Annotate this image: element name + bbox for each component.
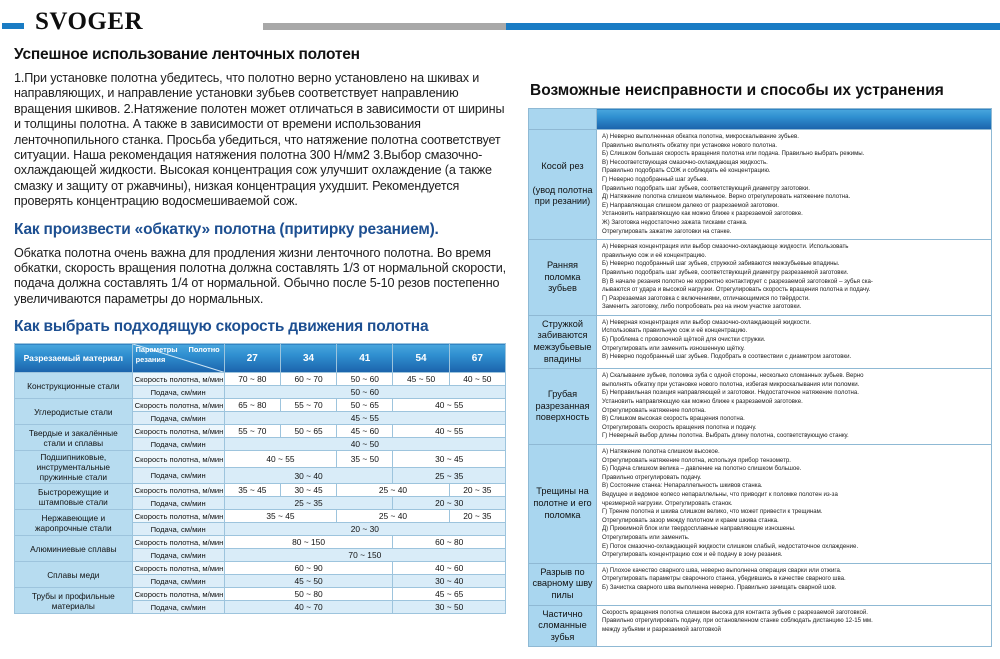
solution-line: Правильно выполнять обкатку при установке нового полотна. — [602, 141, 778, 149]
solution-line: Б) Неверно подобранный шаг зубьев, стружкой забиваются межзубьевые впадины. — [602, 260, 840, 268]
fault-solution-list — [597, 605, 992, 647]
speed-material-label: Подшипниковые, инструментальные пружинные стали — [15, 451, 133, 484]
section-title-usage: Успешное использование ленточных полотен — [14, 46, 360, 63]
speed-value-cell: 40 ~ 55 — [393, 399, 506, 412]
speed-value-cell: 50 ~ 65 — [337, 399, 393, 412]
speed-parameter-label: Скорость полотна, м/мин — [132, 510, 224, 523]
fault-solution-list — [597, 130, 992, 240]
speed-value-cell: 35 ~ 50 — [337, 451, 393, 468]
solution-line: В) Состояние станка: Непараллельность шкивов станка. — [602, 482, 763, 490]
speed-parameter-label: Скорость полотна, м/мин — [132, 399, 224, 412]
speed-header-material: Разрезаемый материал — [15, 344, 133, 373]
table-row — [529, 130, 992, 240]
table-row — [15, 588, 506, 601]
trouble-header-fault — [529, 109, 597, 130]
solution-line: Правильно отрегулировать подачу. — [602, 473, 702, 481]
solution-line: Г) Трение полотна и шкива слишком велико, что может привести к трещинам. — [602, 508, 823, 516]
feed-value-cell: 20 ~ 30 — [224, 523, 505, 536]
feed-value-cell: 30 ~ 40 — [224, 467, 393, 484]
table-row — [529, 563, 992, 605]
feed-parameter-label: Подача, см/мин — [132, 412, 224, 425]
table-row — [529, 445, 992, 564]
speed-value-cell: 55 ~ 70 — [280, 399, 336, 412]
solution-line: Использовать правильную сож и её концентрацию. — [602, 327, 748, 335]
troubleshooting-title: Возможные неисправности и способы их устранения — [530, 82, 944, 99]
solution-line: Е) Поток смазочно-охлаждающей жидкости слишком слабый, недостаточное охлаждение. — [602, 542, 859, 550]
speed-value-cell: 25 ~ 40 — [337, 510, 450, 523]
feed-parameter-label: Подача, см/мин — [132, 575, 224, 588]
solution-line: Отрегулировать натяжение полотна. — [602, 406, 706, 414]
solution-line: Отрегулировать концентрацию сож и её подачу в зону резания. — [602, 551, 783, 559]
speed-material-label: Трубы и профильные материалы — [15, 588, 133, 614]
feed-parameter-label: Подача, см/мин — [132, 601, 224, 614]
speed-value-cell: 20 ~ 35 — [449, 510, 505, 523]
solution-line: Е) Направляющая слишком далеко от разрезаемой заготовки. — [602, 201, 779, 209]
brand-dash-icon — [2, 23, 24, 29]
speed-value-cell: 20 ~ 35 — [449, 484, 505, 497]
solution-line: А) Неверно выполненная обкатка полотна, микроскалывание зубьев. — [602, 133, 799, 140]
speed-value-cell: 60 ~ 90 — [224, 562, 393, 575]
fault-name: Грубая разрезанная поверхность — [529, 369, 597, 445]
solution-line: Правильно подобрать СОЖ и соблюдать её концентрацию. — [602, 167, 771, 175]
brand-logo: SVOGER — [35, 8, 144, 35]
feed-parameter-label: Подача, см/мин — [132, 386, 224, 399]
page-header — [0, 0, 1000, 40]
speed-value-cell: 65 ~ 80 — [224, 399, 280, 412]
speed-header-col-54: 54 — [393, 344, 449, 373]
speed-value-cell: 35 ~ 45 — [224, 484, 280, 497]
speed-value-cell: 35 ~ 45 — [224, 510, 337, 523]
fault-solution-list — [597, 445, 992, 564]
speed-value-cell: 55 ~ 70 — [224, 425, 280, 438]
solution-line: А) Скалывание зубьев, поломка зуба с одной стороны, несколько сломанных зубьев. Верно — [602, 372, 864, 380]
fault-solution-list — [597, 240, 992, 316]
speed-parameter-label: Скорость полотна, м/мин — [132, 562, 224, 575]
table-row — [15, 425, 506, 438]
fault-solution-list — [597, 315, 992, 368]
fault-name: Косой рез (увод полотна при резании) — [529, 130, 597, 240]
speed-value-cell: 25 ~ 40 — [337, 484, 450, 497]
speed-value-cell: 40 ~ 60 — [393, 562, 506, 575]
speed-value-cell: 40 ~ 55 — [393, 425, 506, 438]
solution-line: Отрегулировать или заменить. — [602, 533, 690, 541]
section-title-speed: Как выбрать подходящую скорость движения полотна — [14, 318, 429, 336]
feed-value-cell: 30 ~ 50 — [393, 601, 506, 614]
feed-parameter-label: Подача, см/мин — [132, 438, 224, 451]
fault-name: Частично сломанные зубья — [529, 605, 597, 647]
solution-line: Б) Зачистка сварного шва выполнена неверно. Правильно зачищать сварной шов. — [602, 583, 837, 591]
feed-value-cell: 20 ~ 30 — [393, 497, 506, 510]
solution-line: В) Неверно подобранный шаг зубьев. Подобрать в соотвествии с диаметром заготовки. — [602, 353, 852, 361]
speed-value-cell: 70 ~ 80 — [224, 373, 280, 386]
solution-line: Б) Проблема с проволочной щёткой для очистки стружки. — [602, 336, 766, 344]
table-row — [15, 536, 506, 549]
speed-header-parameters: Параметры Полотно резания — [132, 344, 224, 373]
solution-line: Отрегулировать натяжение полотна, используя прибор тензометр. — [602, 456, 791, 464]
solution-line: Ведущее и ведомое колесо непараллельны, что приводит к поломке полотен из-за — [602, 490, 838, 498]
speed-material-label: Сплавы меди — [15, 562, 133, 588]
speed-header-col-34: 34 — [280, 344, 336, 373]
speed-header-col-41: 41 — [337, 344, 393, 373]
fault-name: Разрыв по сварному шву пилы — [529, 563, 597, 605]
right-column — [520, 40, 1000, 647]
table-row — [15, 484, 506, 497]
solution-line: Д) Прижимной блок или твердосплавные направляющие изношены. — [602, 525, 796, 533]
solution-line: Г) Неверно подобранный шаг зубьев. — [602, 175, 709, 183]
fault-name: Ранняя поломка зубьев — [529, 240, 597, 316]
solution-line: Правильно подобрать шаг зубьев, соответствующий диаметру разрезаемой заготовки. — [602, 268, 849, 276]
feed-value-cell: 70 ~ 150 — [224, 549, 505, 562]
speed-parameter-label: Скорость полотна, м/мин — [132, 536, 224, 549]
trouble-header-solution — [597, 109, 992, 130]
speed-material-label: Алюминиевые сплавы — [15, 536, 133, 562]
feed-value-cell: 40 ~ 70 — [224, 601, 393, 614]
speed-value-cell: 40 ~ 50 — [449, 373, 505, 386]
table-row — [15, 451, 506, 468]
speed-value-cell: 40 ~ 55 — [224, 451, 337, 468]
table-row — [15, 510, 506, 523]
feed-value-cell: 45 ~ 55 — [224, 412, 505, 425]
table-row — [15, 399, 506, 412]
header-decorative-bar — [263, 23, 1000, 30]
table-row — [529, 369, 992, 445]
speed-material-label: Углеродистые стали — [15, 399, 133, 425]
feed-value-cell: 30 ~ 40 — [393, 575, 506, 588]
speed-value-cell: 50 ~ 65 — [280, 425, 336, 438]
speed-parameter-label: Скорость полотна, м/мин — [132, 373, 224, 386]
speed-value-cell: 30 ~ 45 — [280, 484, 336, 497]
speed-parameter-label: Скорость полотна, м/мин — [132, 425, 224, 438]
solution-line: Отрегулировать скорость вращения полотна и подачу. — [602, 423, 757, 431]
feed-value-cell: 25 ~ 35 — [393, 467, 506, 484]
speed-value-cell: 45 ~ 50 — [393, 373, 449, 386]
fault-solution-list — [597, 369, 992, 445]
solution-line: В) Несоответствующая смазочно-охлаждающая жидкость. — [602, 158, 768, 166]
table-row — [15, 562, 506, 575]
solution-line: Отрегулировать параметры сварочного станка, убедившись в качестве сварного шва. — [602, 575, 846, 583]
speed-header-col-27: 27 — [224, 344, 280, 373]
solution-line: В) В начале резания полотно не корректно контактирует с разрезаемой заготовкой – зубья ска- — [602, 277, 873, 285]
fault-name: Трещины на полотне и его поломка — [529, 445, 597, 564]
speed-material-label: Конструкционные стали — [15, 373, 133, 399]
speed-value-cell: 50 ~ 80 — [224, 588, 393, 601]
speed-value-cell: 50 ~ 60 — [337, 373, 393, 386]
solution-line: В) Слишком высокая скорость вращения полотна. — [602, 415, 745, 423]
section-body-usage: 1.При установке полотна убедитесь, что полотно верно установлено на шкивах и направляющих, и направление установки зубьев соответствует направлению вращения шкивов. 2.Натяжение полотен может отличаться в зависимости от ширины и толщины полотна. А также в зависимости от времени использования ленточнопильного станка. Просьба убедиться, что натяжение полотна соответствует ситуации. Наша рекомендация натяжения полотна 300 Н/мм2 3.Выбор смазочно-охлаждающей жидкости. Высокая концентрация сож улучшит охлаждение (а также смазку и защиту от ржавчины), низкая концентрация ухудшит. Рекомендуется проверять концентрацию водосмешиваемой сож. — [14, 71, 505, 209]
solution-line: Правильно подобрать шаг зубьев, соответствующий диаметру заготовки. — [602, 184, 810, 192]
speed-material-label: Нержавеющие и жаропрочные стали — [15, 510, 133, 536]
solution-line: Б) Неправильная позиция направляющей и заготовки. Недостаточное натяжение полотна. — [602, 389, 859, 397]
feed-value-cell: 50 ~ 60 — [224, 386, 505, 399]
solution-line: А) Плохое качество сварного шва, неверно выполнена операция сварки или отжига. — [602, 566, 842, 574]
fault-solution-list — [597, 563, 992, 605]
table-row — [15, 373, 506, 386]
trouble-table-header-row — [529, 109, 992, 130]
section-body-breakin: Обкатка полотна очень важна для продления жизни ленточного полотна. Во время обкатки, скорость вращения полотна должна составлять 1/3 от нормальной скорости, подача должна составлять 1/4 от нормальной. Обычно после 5-10 резов постепенно увеличиваются параметры до нормальных. — [14, 245, 507, 306]
section-title-breakin: Как произвести «обкатку» полотна (притирку резанием). — [14, 220, 439, 238]
solution-line: Ж) Заготовка недостаточно зажата тисками станка. — [602, 218, 748, 226]
speed-parameter-label: Скорость полотна, м/мин — [132, 451, 224, 468]
solution-line: Отрегулировать или заменить изношенную щётку. — [602, 344, 745, 352]
solution-line: А) Неверная концентрация или выбор смазочно-охлаждающей жидкости. — [602, 318, 811, 326]
speed-value-cell: 60 ~ 80 — [393, 536, 506, 549]
speed-parameter-label: Скорость полотна, м/мин — [132, 588, 224, 601]
solution-line: чрезмерной нагрузки. Отрегулировать станок. — [602, 499, 733, 507]
feed-parameter-label: Подача, см/мин — [132, 467, 224, 484]
solution-line: А) Неверная концентрация или выбор смазочно-охлаждающе жидкости. Использовать — [602, 243, 849, 251]
speed-value-cell: 45 ~ 60 — [337, 425, 393, 438]
solution-line: Д) Натяжение полотна слишком маленькое. Верно отрегулировать натяжение полотна. — [602, 193, 851, 201]
speed-value-cell: 60 ~ 70 — [280, 373, 336, 386]
solution-line: лываются от удара и высокой нагрузки. Отрегулировать скорость вращения полотна и подачу. — [602, 286, 871, 294]
speed-value-cell: 45 ~ 65 — [393, 588, 506, 601]
solution-line: Заменить заготовку, либо попробовать рез на ином участке заготовки. — [602, 303, 802, 311]
solution-line: Отрегулировать зазор между полотном и краем шкива станка. — [602, 516, 779, 524]
speed-material-label: Быстрорежущие и штамповые стали — [15, 484, 133, 510]
solution-line: Б) Подача слишком велика – давление на полотно слишком большое. — [602, 465, 802, 473]
solution-line: Отрегулировать зажатие заготовки на станке. — [602, 227, 732, 235]
feed-value-cell: 45 ~ 50 — [224, 575, 393, 588]
feed-value-cell: 25 ~ 35 — [224, 497, 393, 510]
speed-table-header-row — [15, 344, 506, 373]
solution-line: Г) Неверный выбор длины полотна. Выбрать длину полотна, соответствующую станку. — [602, 432, 849, 440]
feed-parameter-label: Подача, см/мин — [132, 549, 224, 562]
table-row — [529, 315, 992, 368]
content-columns — [0, 40, 1000, 647]
solution-line: Б) Слишком большая скорость вращения полотна или подача. Правильно выбрать режимы. — [602, 150, 865, 158]
solution-line: Скорость вращения полотна слишком высока для контакта зубьев с разрезаемой заготовкой. — [602, 608, 868, 616]
speed-material-label: Твердые и закалённые стали и сплавы — [15, 425, 133, 451]
speed-header-col-67: 67 — [449, 344, 505, 373]
feed-parameter-label: Подача, см/мин — [132, 523, 224, 536]
blade-speed-table — [14, 343, 506, 614]
solution-line: выполнять обкатку при установке нового полотна, избегая микроскалывания или поломки. — [602, 380, 860, 388]
table-row — [529, 605, 992, 647]
left-column — [0, 40, 520, 647]
table-row — [529, 240, 992, 316]
feed-value-cell: 40 ~ 50 — [224, 438, 505, 451]
speed-value-cell: 80 ~ 150 — [224, 536, 393, 549]
speed-value-cell: 30 ~ 45 — [393, 451, 506, 468]
speed-parameter-label: Скорость полотна, м/мин — [132, 484, 224, 497]
solution-line: Установить направляющую как можно ближе к разрезаемой заготовке. — [602, 210, 803, 218]
solution-line: Правильно отрегулировать подачу, при остановленном станке соблюдать дистанцию 12-15 мм. — [602, 617, 873, 625]
fault-name: Стружкой забиваются межзубьевые впадины — [529, 315, 597, 368]
feed-parameter-label: Подача, см/мин — [132, 497, 224, 510]
solution-line: между зубьями и разрезаемой заготовкой — [602, 625, 721, 633]
solution-line: правильную сож и её концентрацию. — [602, 251, 707, 259]
solution-line: Г) Разрезаемая заготовка с включениями, отличающимися по твёрдости. — [602, 294, 810, 302]
troubleshooting-table — [528, 108, 992, 647]
solution-line: Установить направляющую как можно ближе к разрезаемой заготовке. — [602, 398, 803, 406]
solution-line: А) Натяжение полотна слишком высокое. — [602, 448, 720, 455]
